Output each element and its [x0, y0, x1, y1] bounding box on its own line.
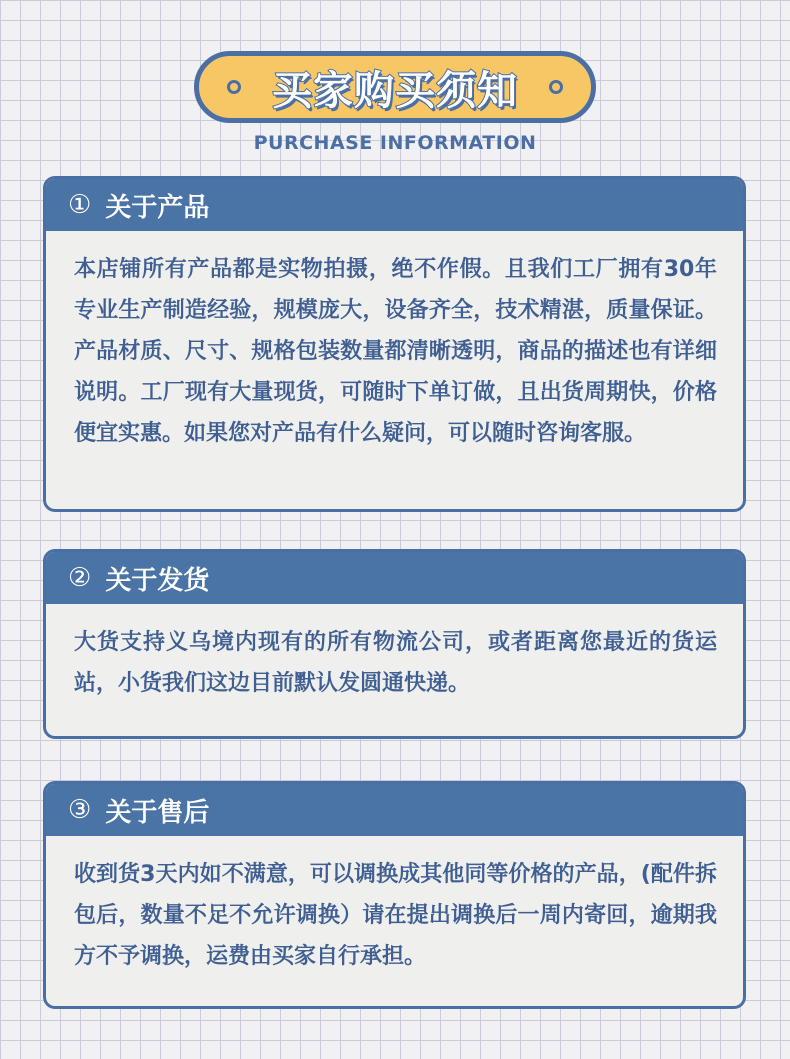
- circle-dot-icon: [549, 80, 563, 94]
- section-card-product: [43, 176, 746, 512]
- section-card-shipping: [43, 549, 746, 739]
- section-body: 收到货3天内如不满意，可以调换成其他同等价格的产品，(配件拆包后，数量不足不允许调换）请在提出调换后一周内寄回，逾期我方不予调换，运费由买家自行承担。: [74, 862, 717, 969]
- section-title: 关于售后: [105, 797, 210, 828]
- section-title: 关于产品: [105, 192, 210, 223]
- section-body: 本店铺所有产品都是实物拍摄，绝不作假。且我们工厂拥有30年专业生产制造经验，规模庞大，设备齐全，技术精湛，质量保证。产品材质、尺寸、规格包装数量都清晰透明，商品的描述也有详细说明。工厂现有大量现货，可随时下单订做，且出货周期快，价格便宜实惠。如果您对产品有什么疑问，可以随时咨询客服。: [74, 257, 717, 446]
- section-header: [46, 784, 743, 836]
- section-body: 大货支持义乌境内现有的所有物流公司，或者距离您最近的货运站，小货我们这边目前默认发圆通快递。: [74, 630, 717, 696]
- section-number: ③: [68, 795, 92, 825]
- section-card-aftersales: [43, 781, 746, 1009]
- page-title: 买家购买须知: [272, 67, 518, 114]
- section-number: ②: [68, 563, 92, 593]
- section-header: [46, 552, 743, 604]
- section-header: [46, 179, 743, 231]
- section-title: 关于发货: [105, 565, 210, 596]
- circle-dot-icon: [227, 80, 241, 94]
- title-banner: [194, 51, 596, 123]
- page-subtitle: PURCHASE INFORMATION: [253, 132, 537, 154]
- section-number: ①: [68, 190, 92, 220]
